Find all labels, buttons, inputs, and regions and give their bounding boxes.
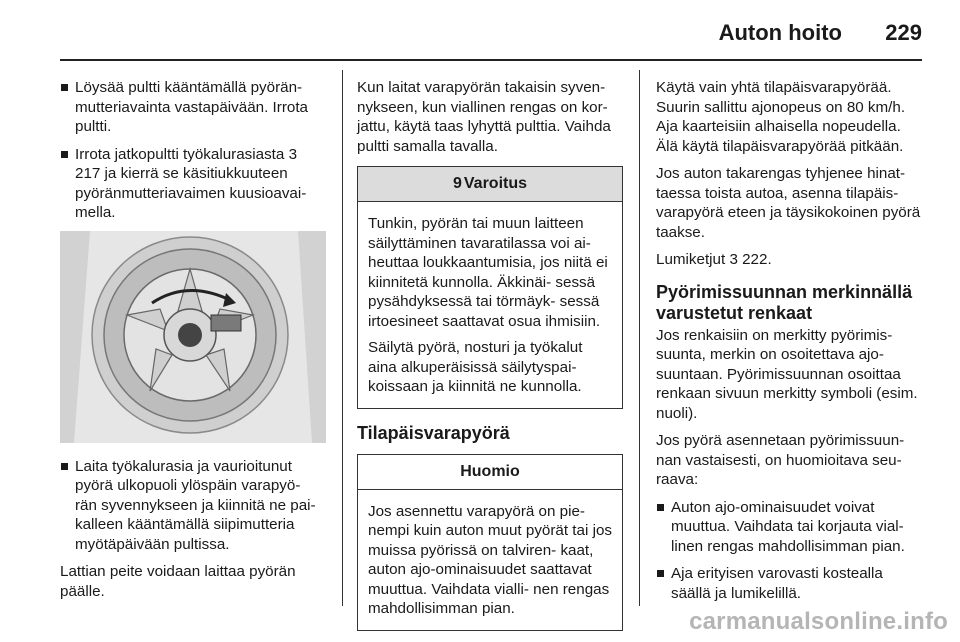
column-2 (357, 78, 623, 641)
list-item: Auton ajo-ominaisuudet voivat muuttua. Vaihdata tai korjauta vial- linen rengas mahdollisimman pian. (656, 498, 924, 557)
column-divider-2 (639, 70, 640, 606)
list-item: Löysää pultti kääntämällä pyörän- mutteriavainta vastapäivään. Irrota pultti. (60, 78, 326, 137)
list-item: Irrota jatkopultti työkalurasiasta 3 217 ja kierrä se käsitiukkuuteen pyöränmutteriavaimen kuusioavai- mella. (60, 145, 326, 223)
list-item: Aja erityisen varovasti kostealla säällä ja lumikelillä. (656, 564, 924, 603)
paragraph: Lumiketjut 3 222. (656, 251, 772, 268)
section-title: Auton hoito (718, 20, 842, 45)
warning-text: Tunkin, pyörän tai muun laitteen säilyttäminen tavaratilassa voi ai- heuttaa loukkaantumisia, jos niitä ei kiinnitetä kunnolla. Äkkinäi- sessä pysähdyksessä tai törmäyk- sessä irtoesineet saattavat osua ihmisiin. (368, 215, 608, 330)
header-divider (60, 59, 922, 61)
paragraph: Jos renkaisiin on merkitty pyörimis- suunta, merkin on osoitettava ajo- suuntaan. Pyörimissuunnan osoittaa renkaan sivuun merkitty symboli (esim. nuoli). (656, 326, 918, 422)
note-text: Jos asennettu varapyörä on pie- nempi kuin auton muut pyörät tai jos muissa pyörissä on talviren- kaat, auton ajo-ominaisuudet saattavat muuttua. Vaihdata vialli- nen rengas mahdollisimman pian. (368, 502, 612, 617)
spare-wheel-illustration (60, 231, 326, 443)
paragraph: Jos pyörä asennetaan pyörimissuun- nan vastaisesti, on huomioitava seu- raava: (656, 432, 905, 488)
section-heading: Pyörimissuunnan merkinnällä varustetut renkaat (656, 281, 913, 323)
warning-text: Säilytä pyörä, nosturi ja työkalut aina alkuperäisissä säilytyspai- koissaan ja kiinnitä ne kunnolla. (368, 339, 583, 395)
note-header: Huomio (358, 455, 622, 490)
page-number: 229 (885, 20, 922, 45)
paragraph: Lattian peite voidaan laittaa pyörän päälle. (60, 563, 296, 600)
page-header (0, 0, 960, 62)
warning-icon: 9 (452, 175, 462, 192)
column-divider-1 (342, 70, 343, 606)
paragraph: Jos auton takarengas tyhjenee hinat- taessa toista autoa, asenna tilapäis- varapyörä eteen ja täysikokoinen pyörä taakse. (656, 165, 921, 241)
warning-title: Varoitus (463, 175, 528, 192)
paragraph: Käytä vain yhtä tilapäisvarapyörää. Suurin sallittu ajonopeus on 80 km/h. Aja kaarteisiin alhaisella nopeudella. Älä käytä tilapäisvarapyörää pitkään. (656, 79, 906, 155)
column-1 (60, 78, 326, 609)
warning-box (357, 166, 623, 409)
paragraph: Kun laitat varapyörän takaisin syven- nykseen, kun viallinen rengas on kor- jattu, käytä taas lyhyttä pulttia. Vaihda pultti samalla tavalla. (357, 79, 611, 155)
section-heading: Tilapäisvarapyörä (357, 422, 510, 443)
list-item: Laita työkalurasia ja vaurioitunut pyörä ulkopuoli ylöspäin varapyö- rän syvennykseen ja kiinnitä ne pai- kalleen kääntämällä siipimutteria myötäpäivään pultissa. (60, 457, 326, 555)
spare-wheel-drawing (60, 231, 326, 443)
warning-header (358, 167, 622, 202)
column-3 (656, 78, 924, 611)
note-box (357, 454, 623, 631)
watermark: carmanualsonline.info (689, 608, 948, 635)
